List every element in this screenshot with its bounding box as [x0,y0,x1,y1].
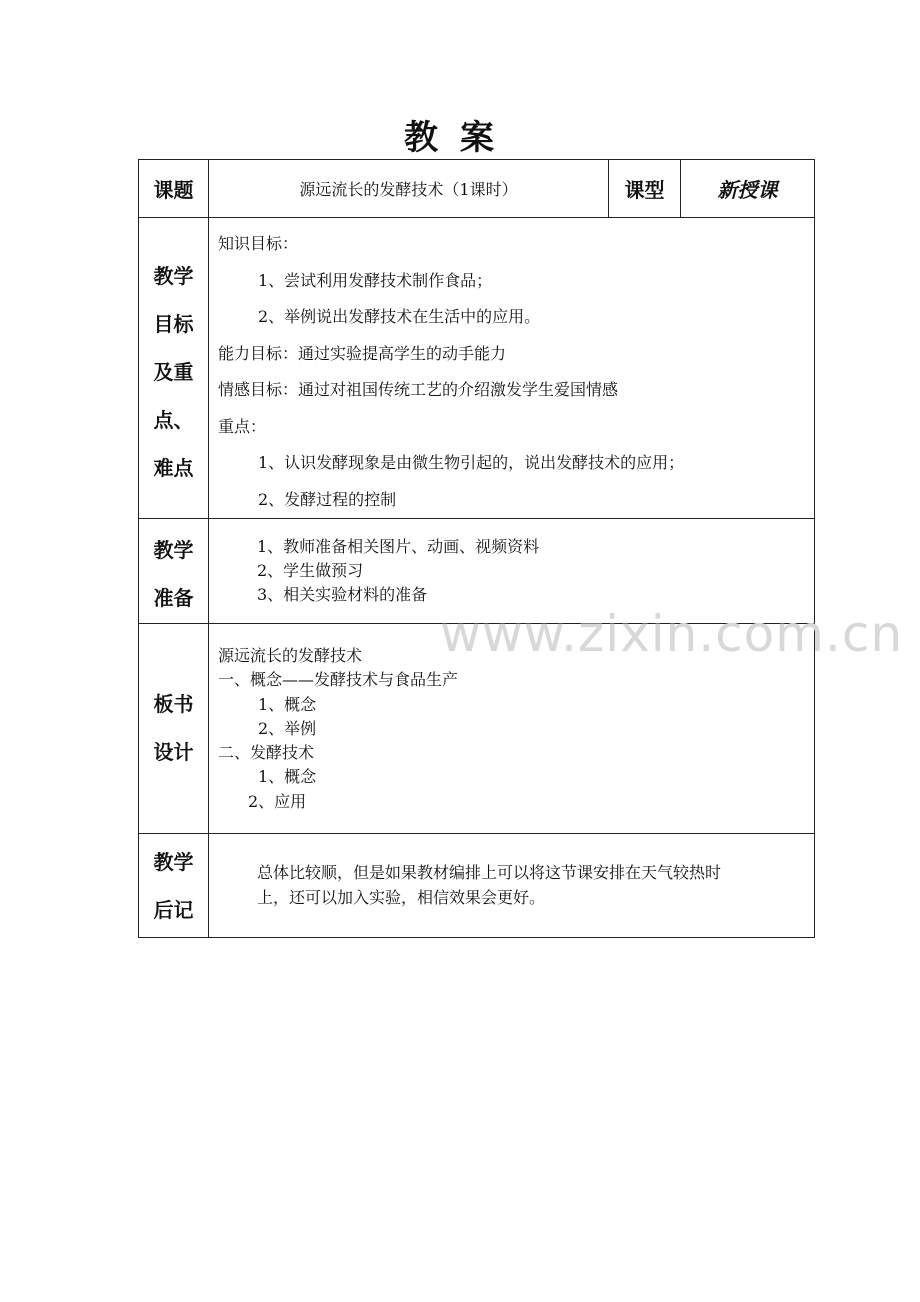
header-row [139,160,815,218]
objectives-line: 1、认识发酵现象是由微生物引起的，说出发酵技术的应用； [258,453,685,472]
preparation-content [209,519,815,624]
board-line: 源远流长的发酵技术 [218,646,363,665]
objectives-line: 知识目标： [218,234,299,253]
board-line: 1、概念 [258,767,317,787]
board-row [139,624,815,834]
course-type-label: 课型 [609,160,681,218]
board-line: 2、举例 [258,718,317,738]
board-label-line: 板书 [153,692,194,716]
board-label [139,624,209,834]
preparation-line: 2、学生做预习 [257,561,364,580]
reflection-row [139,834,815,938]
topic-value: 源远流长的发酵技术（1课时） [209,160,609,218]
objectives-line: 能力目标：通过实验提高学生的动手能力 [218,343,507,363]
objectives-label-line: 教学 [153,264,194,288]
reflection-label [139,834,209,938]
preparation-row [139,519,815,624]
preparation-label [139,519,209,624]
objectives-content [209,218,815,519]
reflection-line: 上，还可以加入实验，相信效果会更好。 [257,888,546,907]
reflection-label-line: 后记 [153,898,194,922]
preparation-line: 3、相关实验材料的准备 [257,585,428,604]
objectives-label-line: 难点 [153,456,194,480]
course-type-value: 新授课 [681,160,815,218]
reflection-content [209,834,815,938]
watermark: www.zixin.com.cn [440,605,904,663]
objectives-label-line: 目标 [153,312,194,336]
topic-label: 课题 [139,160,209,218]
objectives-label-line: 及重 [153,360,194,384]
page-title: 教案 [404,118,516,158]
board-line: 2、应用 [248,791,307,811]
objectives-label [139,218,209,519]
lesson-plan-table [138,159,815,938]
objectives-line: 2、举例说出发酵技术在生活中的应用。 [258,307,541,326]
objectives-line: 1、尝试利用发酵技术制作食品； [258,270,493,290]
board-content [209,624,815,834]
board-line: 1、概念 [258,694,317,714]
reflection-label-line: 教学 [153,850,194,874]
objectives-line: 情感目标：通过对祖国传统工艺的介绍激发学生爱国情感 [218,380,619,399]
reflection-line: 总体比较顺，但是如果教材编排上可以将这节课安排在天气较热时 [257,863,722,882]
objectives-label-line: 点、 [153,408,194,432]
board-line: 一、概念——发酵技术与食品生产 [218,670,459,690]
preparation-label-line: 准备 [153,586,194,610]
board-line: 二、发酵技术 [218,743,315,763]
objectives-row [139,218,815,519]
objectives-line: 重点： [218,416,267,436]
objectives-line: 2、发酵过程的控制 [258,489,397,509]
preparation-label-line: 教学 [153,538,194,562]
board-label-line: 设计 [153,740,194,764]
preparation-line: 1、教师准备相关图片、动画、视频资料 [257,537,540,556]
